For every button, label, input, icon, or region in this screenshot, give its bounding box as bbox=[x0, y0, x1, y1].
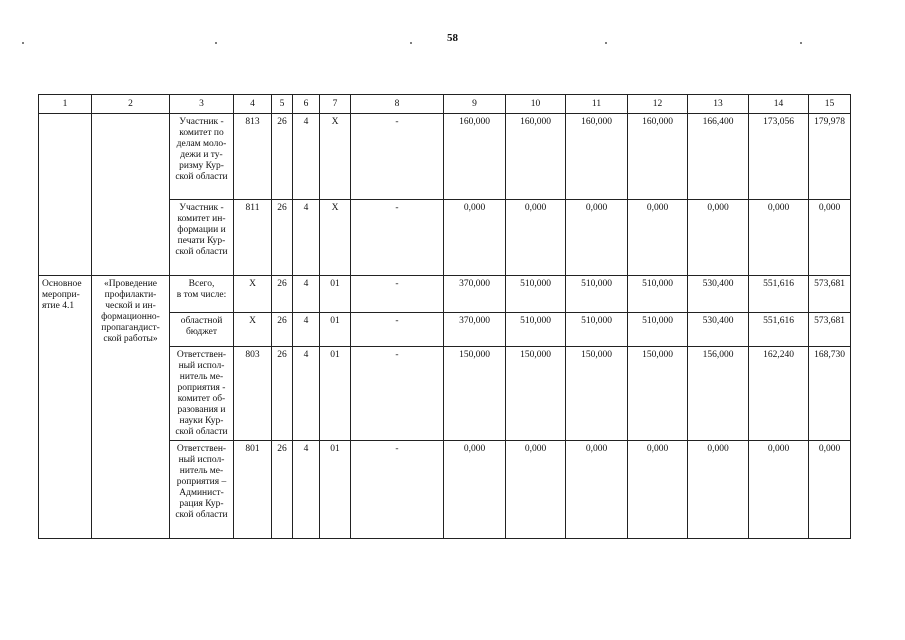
amount-cell: 551,616 bbox=[749, 276, 809, 313]
code-cell: 26 bbox=[272, 114, 293, 200]
header-cell: 7 bbox=[320, 95, 351, 114]
participant-cell: Участник - комитет ин- формации и печати Кур- ской области bbox=[170, 200, 234, 276]
participant-cell: Всего, в том числе: bbox=[170, 276, 234, 313]
participant-cell: Участник - комитет по делам моло- дежи и ту- ризму Кур- ской области bbox=[170, 114, 234, 200]
amount-cell: 150,000 bbox=[628, 347, 688, 441]
header-cell: 14 bbox=[749, 95, 809, 114]
amount-cell: 510,000 bbox=[506, 313, 566, 347]
amount-cell: 370,000 bbox=[444, 313, 506, 347]
measure-number-cell: Основное меропри- ятие 4.1 bbox=[39, 276, 92, 539]
amount-cell: 0,000 bbox=[688, 441, 749, 539]
code-cell: - bbox=[351, 200, 444, 276]
header-cell: 11 bbox=[566, 95, 628, 114]
code-cell: 811 bbox=[234, 200, 272, 276]
code-cell: 01 bbox=[320, 441, 351, 539]
code-cell: - bbox=[351, 114, 444, 200]
amount-cell: 150,000 bbox=[444, 347, 506, 441]
code-cell: 26 bbox=[272, 276, 293, 313]
budget-table bbox=[38, 94, 851, 539]
amount-cell: 573,681 bbox=[809, 313, 851, 347]
code-cell: 4 bbox=[293, 200, 320, 276]
measure-title-cell: «Проведение профилакти- ческой и ин- формационно- пропагандист- ской работы» bbox=[92, 276, 170, 539]
amount-cell: 510,000 bbox=[628, 276, 688, 313]
amount-cell: 0,000 bbox=[688, 200, 749, 276]
amount-cell: 156,000 bbox=[688, 347, 749, 441]
row-group-empty-cell bbox=[39, 114, 92, 276]
code-cell: 01 bbox=[320, 313, 351, 347]
amount-cell: 0,000 bbox=[444, 200, 506, 276]
header-cell: 15 bbox=[809, 95, 851, 114]
header-cell: 8 bbox=[351, 95, 444, 114]
amount-cell: 0,000 bbox=[506, 441, 566, 539]
table-row bbox=[39, 276, 851, 313]
code-cell: 4 bbox=[293, 276, 320, 313]
header-cell: 12 bbox=[628, 95, 688, 114]
code-cell: 26 bbox=[272, 313, 293, 347]
code-cell: 801 bbox=[234, 441, 272, 539]
page-number: 58 bbox=[447, 32, 458, 44]
amount-cell: 168,730 bbox=[809, 347, 851, 441]
amount-cell: 0,000 bbox=[628, 441, 688, 539]
header-cell: 1 bbox=[39, 95, 92, 114]
scan-speck bbox=[800, 42, 802, 44]
header-cell: 2 bbox=[92, 95, 170, 114]
header-cell: 5 bbox=[272, 95, 293, 114]
code-cell: - bbox=[351, 441, 444, 539]
amount-cell: 0,000 bbox=[506, 200, 566, 276]
amount-cell: 573,681 bbox=[809, 276, 851, 313]
amount-cell: 162,240 bbox=[749, 347, 809, 441]
amount-cell: 530,400 bbox=[688, 276, 749, 313]
header-cell: 9 bbox=[444, 95, 506, 114]
code-cell: 813 bbox=[234, 114, 272, 200]
amount-cell: 160,000 bbox=[444, 114, 506, 200]
amount-cell: 0,000 bbox=[566, 441, 628, 539]
scan-speck bbox=[22, 42, 24, 44]
amount-cell: 0,000 bbox=[809, 200, 851, 276]
code-cell: X bbox=[234, 313, 272, 347]
amount-cell: 530,400 bbox=[688, 313, 749, 347]
code-cell: 26 bbox=[272, 347, 293, 441]
amount-cell: 150,000 bbox=[506, 347, 566, 441]
amount-cell: 510,000 bbox=[628, 313, 688, 347]
amount-cell: 0,000 bbox=[444, 441, 506, 539]
participant-cell: Ответствен- ный испол- нитель ме- роприятия - комитет об- разования и науки Кур- ской области bbox=[170, 347, 234, 441]
header-cell: 10 bbox=[506, 95, 566, 114]
amount-cell: 0,000 bbox=[749, 200, 809, 276]
amount-cell: 370,000 bbox=[444, 276, 506, 313]
code-cell: 4 bbox=[293, 114, 320, 200]
amount-cell: 179,978 bbox=[809, 114, 851, 200]
code-cell: X bbox=[320, 114, 351, 200]
amount-cell: 510,000 bbox=[566, 276, 628, 313]
code-cell: 803 bbox=[234, 347, 272, 441]
amount-cell: 150,000 bbox=[566, 347, 628, 441]
code-cell: - bbox=[351, 347, 444, 441]
participant-cell: Ответствен- ный испол- нитель ме- роприятия – Админист- рация Кур- ской области bbox=[170, 441, 234, 539]
amount-cell: 0,000 bbox=[809, 441, 851, 539]
header-cell: 6 bbox=[293, 95, 320, 114]
amount-cell: 510,000 bbox=[506, 276, 566, 313]
header-cell: 3 bbox=[170, 95, 234, 114]
amount-cell: 510,000 bbox=[566, 313, 628, 347]
amount-cell: 166,400 bbox=[688, 114, 749, 200]
header-cell: 4 bbox=[234, 95, 272, 114]
row-group-empty-cell bbox=[92, 114, 170, 276]
code-cell: 4 bbox=[293, 347, 320, 441]
code-cell: 26 bbox=[272, 441, 293, 539]
participant-cell: областной бюджет bbox=[170, 313, 234, 347]
table-row bbox=[39, 114, 851, 200]
amount-cell: 160,000 bbox=[566, 114, 628, 200]
code-cell: 01 bbox=[320, 347, 351, 441]
amount-cell: 551,616 bbox=[749, 313, 809, 347]
header-row bbox=[39, 95, 851, 114]
scan-speck bbox=[605, 42, 607, 44]
scan-speck bbox=[410, 42, 412, 44]
amount-cell: 173,056 bbox=[749, 114, 809, 200]
code-cell: - bbox=[351, 313, 444, 347]
amount-cell: 0,000 bbox=[628, 200, 688, 276]
amount-cell: 0,000 bbox=[749, 441, 809, 539]
code-cell: 26 bbox=[272, 200, 293, 276]
code-cell: 01 bbox=[320, 276, 351, 313]
header-cell: 13 bbox=[688, 95, 749, 114]
code-cell: 4 bbox=[293, 441, 320, 539]
scan-speck bbox=[215, 42, 217, 44]
amount-cell: 0,000 bbox=[566, 200, 628, 276]
amount-cell: 160,000 bbox=[506, 114, 566, 200]
code-cell: - bbox=[351, 276, 444, 313]
amount-cell: 160,000 bbox=[628, 114, 688, 200]
code-cell: X bbox=[234, 276, 272, 313]
code-cell: 4 bbox=[293, 313, 320, 347]
code-cell: X bbox=[320, 200, 351, 276]
